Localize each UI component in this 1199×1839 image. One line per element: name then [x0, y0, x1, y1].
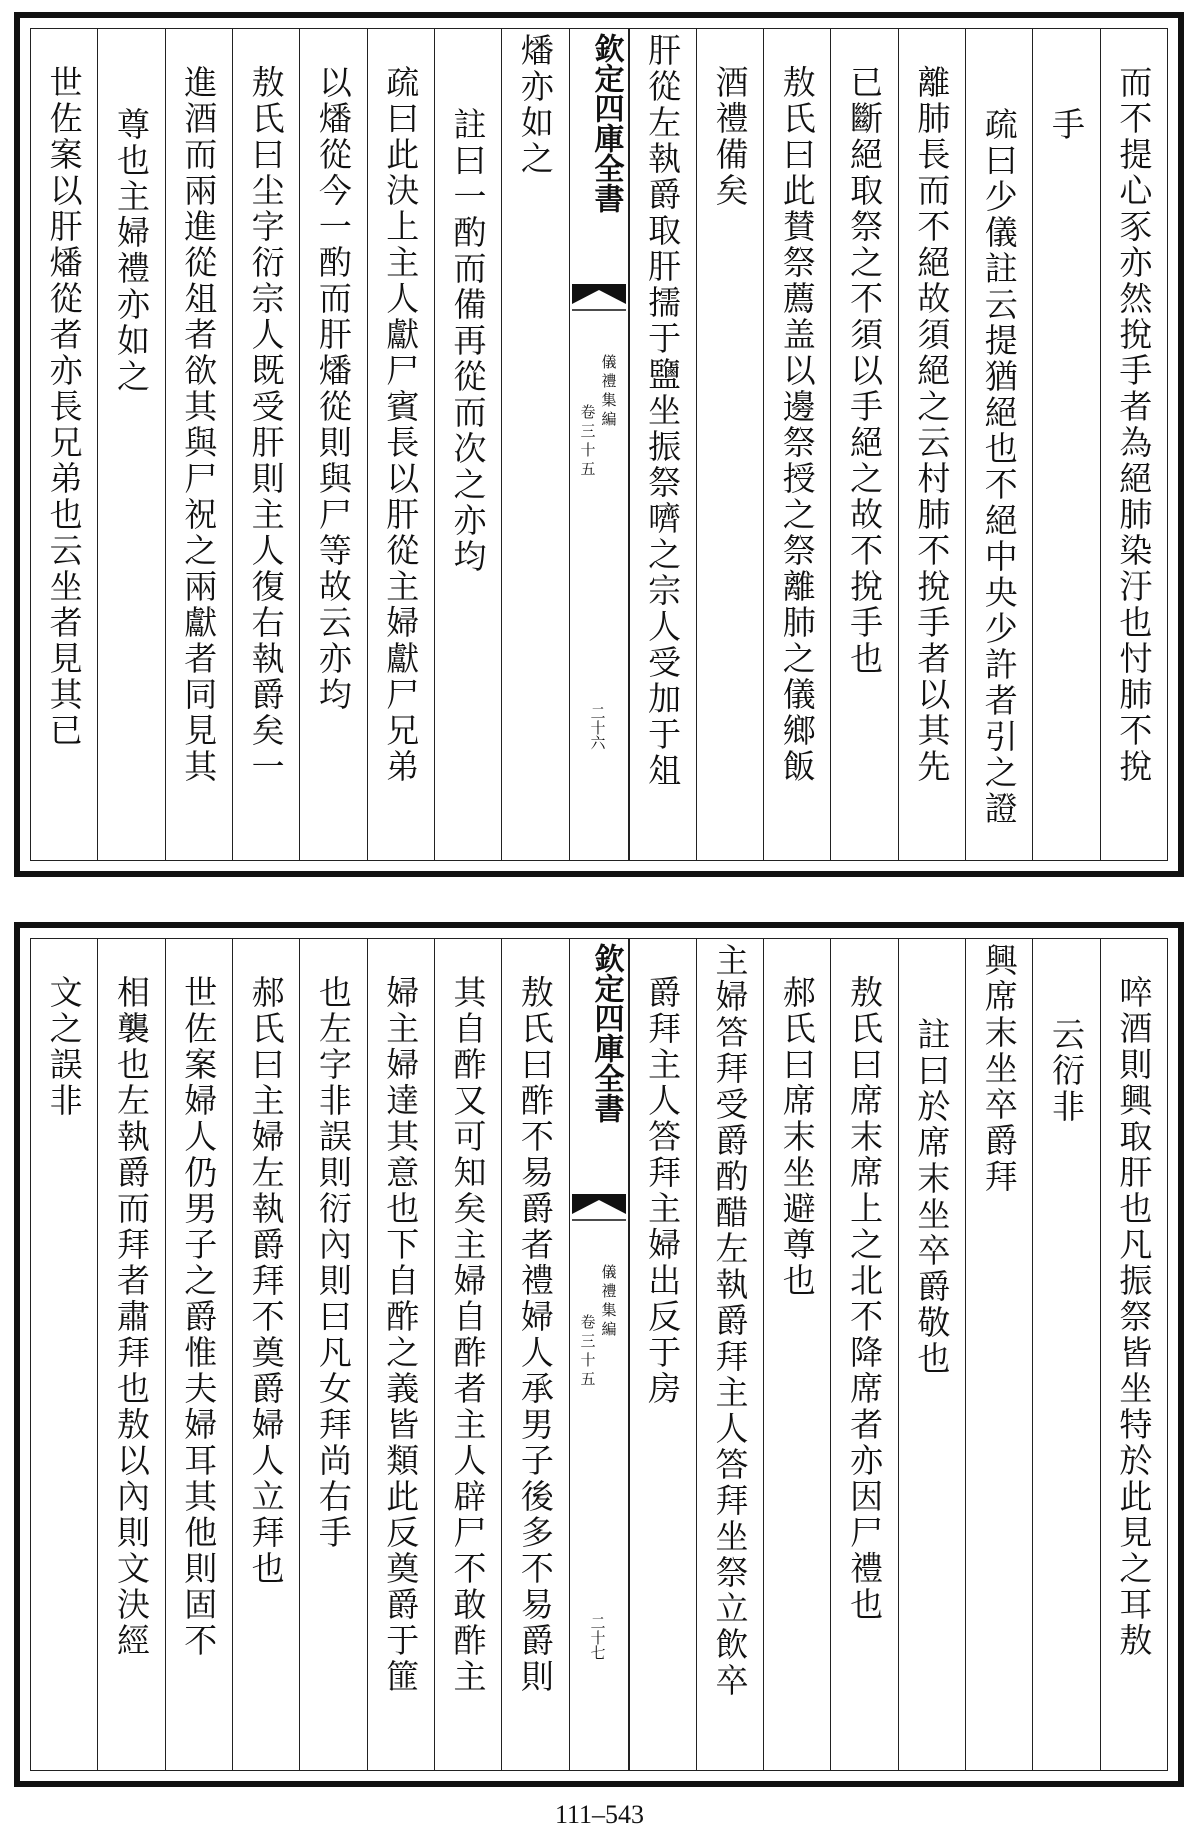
column-text: 敖氏曰尘字衍宗人既受肝則主人復右執爵矣一 — [246, 65, 286, 785]
column-text: 郝氏曰席末坐避尊也 — [777, 975, 817, 1299]
column-text: 其自酢又可知矣主婦自酢者主人辟尸不敢酢主 — [448, 975, 488, 1695]
fish-tail-mark-icon — [570, 1194, 628, 1262]
center-margin-strip — [569, 939, 629, 1770]
text-column — [830, 939, 897, 1770]
upper-page-frame — [30, 28, 1168, 861]
text-column — [1100, 29, 1167, 860]
text-column — [1032, 29, 1099, 860]
center-margin-strip — [569, 29, 629, 860]
text-column — [434, 939, 501, 1770]
book-title: 儀禮集編 — [599, 1264, 618, 1340]
chapter-number: 卷三十五 — [578, 1314, 597, 1390]
column-text: 興席末坐卒爵拜 — [979, 943, 1019, 1195]
book-title: 儀禮集編 — [599, 354, 618, 430]
text-column — [763, 939, 830, 1770]
column-text: 啐酒則興取肝也凡振祭皆坐特於此見之耳敖 — [1114, 975, 1154, 1659]
column-text: 世佐案以肝燔從者亦長兄弟也云坐者見其已 — [44, 65, 84, 749]
text-column — [898, 939, 965, 1770]
column-text: 以燔從今一酌而肝燔從則與尸等故云亦均 — [313, 65, 353, 713]
text-column — [629, 939, 696, 1770]
column-text: 敖氏曰此賛祭薦盖以邊祭授之祭離肺之儀鄉飯 — [777, 65, 817, 785]
text-column — [501, 939, 568, 1770]
text-column — [830, 29, 897, 860]
column-text: 相襲也左執爵而拜者肅拜也敖以內則文決經 — [111, 975, 151, 1659]
text-column — [165, 29, 232, 860]
column-text: 酒禮備矣 — [710, 65, 750, 209]
text-column — [965, 29, 1032, 860]
text-column — [232, 939, 299, 1770]
column-text: 世佐案婦人仍男子之爵惟夫婦耳其他則固不 — [179, 975, 219, 1659]
leaf-number: 二十六 — [588, 705, 607, 750]
text-column — [965, 939, 1032, 1770]
column-text: 進酒而兩進從俎者欲其與尸祝之兩獻者同見其 — [179, 65, 219, 785]
text-column — [898, 29, 965, 860]
library-title: 欽定四庫全書 — [588, 943, 624, 1123]
column-text: 燔亦如之 — [515, 33, 555, 177]
text-column — [299, 29, 366, 860]
text-column — [1032, 939, 1099, 1770]
column-text: 而不提心豕亦然挩手者為絕肺染汙也忖肺不挩 — [1114, 65, 1154, 785]
column-text: 尊也主婦禮亦如之 — [111, 107, 151, 395]
text-column — [31, 29, 97, 860]
text-column — [97, 29, 164, 860]
text-column — [763, 29, 830, 860]
column-text: 肝從左執爵取肝擩于鹽坐振祭嚌之宗人受加于俎 — [643, 33, 683, 789]
lower-page — [14, 922, 1184, 1787]
library-title: 欽定四庫全書 — [588, 33, 624, 213]
text-column — [31, 939, 97, 1770]
column-text: 云衍非 — [1047, 1017, 1087, 1125]
text-column — [367, 939, 434, 1770]
chapter-number: 卷三十五 — [578, 404, 597, 480]
text-column — [696, 29, 763, 860]
column-text: 敖氏曰酢不易爵者禮婦人承男子後多不易爵則 — [515, 975, 555, 1695]
column-text: 主婦答拜受爵酌醋左執爵拜主人答拜坐祭立飲卒 — [710, 943, 750, 1699]
column-text: 註曰一酌而備再從而次之亦均 — [448, 107, 488, 575]
column-text: 爵拜主人答拜主婦出反于房 — [643, 975, 683, 1407]
upper-page — [14, 12, 1184, 877]
text-column — [1100, 939, 1167, 1770]
column-text: 婦主婦達其意也下自酢之義皆類此反奠爵于篚 — [381, 975, 421, 1695]
text-column — [501, 29, 568, 860]
column-text: 疏曰此決上主人獻尸賓長以肝從主婦獻尸兄弟 — [381, 65, 421, 785]
page-folio-number: 111–543 — [554, 1800, 645, 1829]
column-text: 離肺長而不絕故須絕之云村肺不挩手者以其先 — [912, 65, 952, 785]
text-column — [696, 939, 763, 1770]
column-text: 敖氏曰席末席上之北不降席者亦因尸禮也 — [845, 975, 885, 1623]
text-column — [97, 939, 164, 1770]
leaf-number: 二十七 — [588, 1615, 607, 1660]
column-text: 註曰於席末坐卒爵敬也 — [912, 1017, 952, 1377]
column-text: 文之誤非 — [44, 975, 84, 1119]
column-text: 也左字非誤則衍內則曰凡女拜尚右手 — [313, 975, 353, 1551]
text-column — [629, 29, 696, 860]
text-column — [367, 29, 434, 860]
text-column — [434, 29, 501, 860]
lower-page-frame — [30, 938, 1168, 1771]
column-text: 已斷絕取祭之不須以手絕之故不挩手也 — [845, 65, 885, 677]
column-text: 郝氏曰主婦左執爵拜不奠爵婦人立拜也 — [246, 975, 286, 1587]
fish-tail-mark-icon — [570, 284, 628, 352]
column-text: 疏曰少儀註云提猶絕也不絕中央少許者引之證 — [979, 107, 1019, 827]
text-column — [232, 29, 299, 860]
text-column — [165, 939, 232, 1770]
text-column — [299, 939, 366, 1770]
column-text: 手 — [1047, 107, 1087, 143]
